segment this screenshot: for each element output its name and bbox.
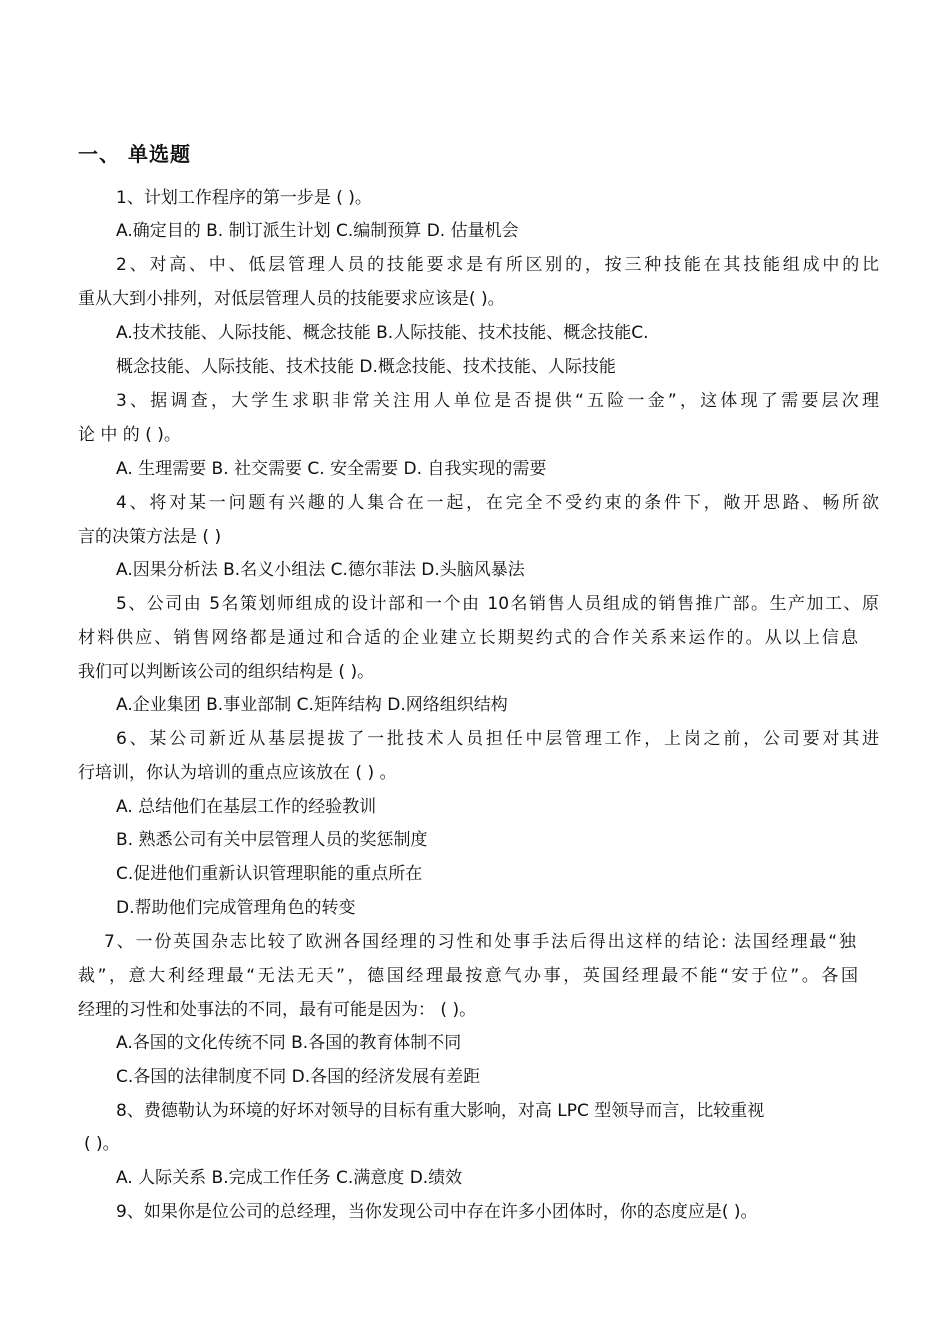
question-8-options: A. 人际关系 B.完成工作任务 C.满意度 D.绩效: [116, 1168, 463, 1188]
question-2-stem-line-1: 2、对高、中、低层管理人员的技能要求是有所区别的，按三种技能在其技能组成中的比: [116, 255, 879, 275]
question-6-option-c: C.促进他们重新认识管理职能的重点所在: [116, 864, 423, 884]
question-5-stem-line-1: 5、公司由 5名策划师组成的设计部和一个由 10名销售人员组成的销售推广部。生产加工、原: [116, 594, 879, 614]
question-3-stem-line-1: 3、据调查，大学生求职非常关注用人单位是否提供“五险一金”，这体现了需要层次理: [116, 391, 879, 411]
section-title: 一、 单选题: [78, 142, 191, 166]
question-7-stem-line-3: 经理的习性和处事法的不同，最有可能是因为： ( )。: [78, 1000, 477, 1020]
question-7-options-line-2: C.各国的法律制度不同 D.各国的经济发展有差距: [116, 1067, 481, 1087]
question-8-stem-line-1: 8、费德勒认为环境的好坏对领导的目标有重大影响，对高 LPC 型领导而言，比较重视: [116, 1101, 765, 1121]
question-1-options: A.确定目的 B. 制订派生计划 C.编制预算 D. 估量机会: [116, 221, 519, 241]
question-2-stem-line-2: 重从大到小排列，对低层管理人员的技能要求应该是( )。: [78, 289, 505, 309]
question-5-stem-line-2: 材料供应、销售网络都是通过和合适的企业建立长期契约式的合作关系来运作的。从以上信息: [78, 628, 858, 648]
question-5-stem-line-3: 我们可以判断该公司的组织结构是 ( )。: [78, 662, 375, 682]
question-6-stem-line-2: 行培训，你认为培训的重点应该放在 ( ) 。: [78, 763, 397, 783]
question-3-stem-line-2: 论 中 的 ( )。: [78, 425, 181, 445]
question-1-stem: 1、计划工作程序的第一步是 ( )。: [116, 188, 372, 208]
question-6-stem-line-1: 6、某公司新近从基层提拔了一批技术人员担任中层管理工作，上岗之前，公司要对其进: [116, 729, 879, 749]
question-3-options: A. 生理需要 B. 社交需要 C. 安全需要 D. 自我实现的需要: [116, 459, 547, 479]
question-4-options: A.因果分析法 B.名义小组法 C.德尔菲法 D.头脑风暴法: [116, 560, 525, 580]
question-8-stem-line-2: ( )。: [84, 1134, 120, 1154]
question-7-options-line-1: A.各国的文化传统不同 B.各国的教育体制不同: [116, 1033, 462, 1053]
question-6-option-b: B. 熟悉公司有关中层管理人员的奖惩制度: [116, 830, 428, 850]
question-6-option-d: D.帮助他们完成管理角色的转变: [116, 898, 356, 918]
question-2-options-line-1: A.技术技能、人际技能、概念技能 B.人际技能、技术技能、概念技能C.: [116, 323, 649, 343]
question-4-stem-line-1: 4、将对某一问题有兴趣的人集合在一起，在完全不受约束的条件下，敞开思路、畅所欲: [116, 493, 879, 513]
question-2-options-line-2: 概念技能、人际技能、技术技能 D.概念技能、技术技能、人际技能: [116, 357, 616, 377]
question-9-stem: 9、如果你是位公司的总经理，当你发现公司中存在许多小团体时，你的态度应是( )。: [116, 1202, 758, 1222]
question-6-option-a: A. 总结他们在基层工作的经验教训: [116, 797, 377, 817]
question-7-stem-line-2: 裁”，意大利经理最“无法无天”，德国经理最按意气办事，英国经理最不能“安于位”。各国: [78, 966, 858, 986]
question-5-options: A.企业集团 B.事业部制 C.矩阵结构 D.网络组织结构: [116, 695, 508, 715]
question-4-stem-line-2: 言的决策方法是 ( ): [78, 527, 222, 547]
question-7-stem-line-1: 7、一份英国杂志比较了欧洲各国经理的习性和处事手法后得出这样的结论: 法国经理最“独: [104, 932, 856, 952]
